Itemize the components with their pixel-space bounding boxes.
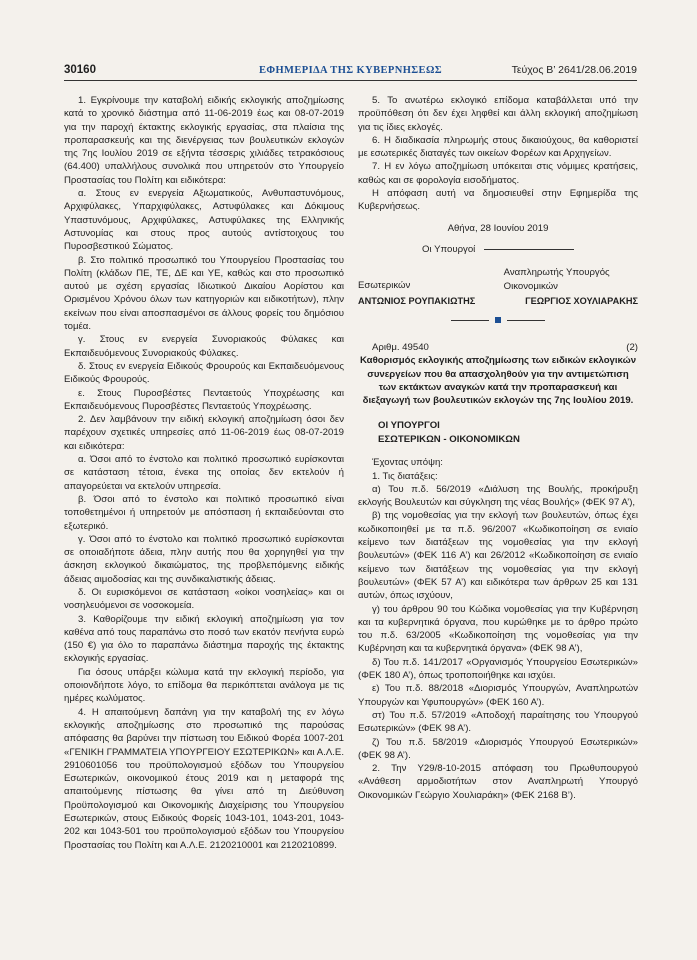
signatory-roles: [358, 266, 638, 293]
provision-item: γ) του άρθρου 90 του Κώδικα νομοθεσίας για την Κυβέρνηση και τα κυβερνητικά όργανα, που κυρώθηκε με το άρθρο πρώτο του π.δ. 63/2005 «Κωδικοποίηση της νομοθεσίας για την Κυβέρνηση και τα κυβερνητικά όργανα» (ΦΕΚ 98 Α’),: [358, 603, 638, 655]
paragraph: ε. Στους Πυροσβέστες Πενταετούς Υποχρέωσης και Εκπαιδευόμενους Πυροσβέστες Πενταετούς Υποχρέωσης.: [64, 387, 344, 412]
provision-item: 2. Την Υ29/8-10-2015 απόφαση του Πρωθυπουργού «Ανάθεση αρμοδιοτήτων στον Αναπληρωτή Υπουργό Οικονομικών Γεώργιο Χουλιαράκη» (ΦΕΚ 2168 Β’).: [358, 763, 638, 801]
signatory-names: [358, 295, 638, 308]
divider-square-icon: [495, 317, 501, 323]
paragraph: 5. Το ανωτέρω εκλογικό επίδομα καταβάλλεται υπό την προϋπόθεση ότι δεν έχει ληφθεί και άλλη εκλογική αποζημίωση για τις ίδιες εκλογές.: [358, 95, 638, 133]
right-column: [358, 94, 638, 802]
paragraph: δ. Οι ευρισκόμενοι σε κατάσταση «οίκοι νοσηλείας» και οι νοσηλευόμενοι σε νοσοκομεία.: [64, 586, 344, 612]
signatory-right-role: Αναπληρωτής Υπουργός Οικονομικών: [503, 267, 610, 292]
paragraph: β. Όσοι από το ένστολο και πολιτικό προσωπικό είναι τοποθετημένοι ή υπηρετούν με απόσπαση ή εκπαιδεύονται στο εξωτερικό.: [64, 493, 344, 532]
paragraph: α. Όσοι από το ένστολο και πολιτικό προσωπικό ευρίσκονται σε κατάσταση τέτοια, ένεκα της οποίας δεν εκτελούν ή απαγορεύεται να εκτελούν υπηρεσία.: [64, 454, 344, 492]
provision-item: β) της νομοθεσίας για την εκλογή των βουλευτών, όπως έχει κωδικοποιηθεί με τα π.δ. 96/2007 «Κωδικοποίηση σε ενιαίο κείμενο των διατάξεων της νομοθεσίας για την εκλογή βουλευτών» (ΦΕΚ 116 Α’) και 26/2012 «Κωδικοποίηση σε ενιαίο κείμενο των διατάξεων της νομοθεσίας για την εκλογή βουλευτών» (ΦΕΚ 57 Α’) και ειδικότερα των άρθρων 25 και 131 αυτών, όπως ισχύουν,: [358, 510, 638, 602]
paragraph: 7. Η εν λόγω αποζημίωση υπόκειται στις νόμιμες κρατήσεις, καθώς και σε φορολογία εισοδήματος.: [358, 161, 638, 186]
decision-number-row: [358, 341, 638, 354]
ministers-block-line2: ΕΣΩΤΕΡΙΚΩΝ - ΟΙΚΟΝΟΜΙΚΩΝ: [378, 433, 520, 445]
decision-number: Αριθμ. 49540: [372, 342, 429, 354]
provision-item: ζ) Του π.δ. 58/2019 «Διορισμός Υπουργού Εσωτερικών» (ΦΕΚ 98 Α’).: [358, 736, 638, 761]
divider-line: [507, 320, 545, 321]
provision-item: ε) Του π.δ. 88/2018 «Διορισμός Υπουργών, Αναπληρωτών Υπουργών και Υφυπουργών» (ΦΕΚ 160 Α’).: [358, 683, 638, 708]
paragraph: δ. Στους εν ενεργεία Ειδικούς Φρουρούς και Εκπαιδευόμενους Ειδικούς Φρουρούς.: [64, 360, 344, 386]
left-column: [64, 94, 344, 852]
paragraph: γ. Στους εν ενεργεία Συνοριακούς Φύλακες και Εκπαιδευόμενους Συνοριακούς Φύλακες.: [64, 334, 344, 359]
divider-line: [451, 320, 489, 321]
signatory-right-name: ΓΕΩΡΓΙΟΣ ΧΟΥΛΙΑΡΑΚΗΣ: [525, 295, 638, 306]
having-regard: Έχοντας υπόψη:: [372, 457, 443, 469]
paragraph: 6. Η διαδικασία πληρωμής στους δικαιούχους, θα καθοριστεί με εσωτερικές διαταγές των οικείων Φορέων και Αρχηγείων.: [358, 134, 638, 160]
signature-line: [484, 249, 574, 250]
signatory-left-name: ΑΝΤΩΝΙΟΣ ΡΟΥΠΑΚΙΩΤΗΣ: [358, 295, 476, 306]
decision-sequence: (2): [626, 342, 638, 354]
paragraph: β. Στο πολιτικό προσωπικό του Υπουργείου Προστασίας του Πολίτη (κλάδων ΠΕ, ΤΕ, ΔΕ και ΥΕ, καθώς και στο προσωπικό αυτού με σχέση εργασίας Ιδιωτικού Δικαίου Αορίστου και Ορισμένου Χρόνου όλων των κατηγοριών και ειδικοτήτων), πλην εκείνων που είναι αποσπασμένοι σε άλλους φορείς του δημόσιου τομέα.: [64, 254, 344, 333]
provision-item: στ) Του π.δ. 57/2019 «Αποδοχή παραίτησης του Υπουργού Εσωτερικών» (ΦΕΚ 98 Α’).: [358, 709, 638, 735]
paragraph: 1. Εγκρίνουμε την καταβολή ειδικής εκλογικής αποζημίωσης κατά το χρονικό διάστημα από 11-06-2019 έως και 08-07-2019 για την παροχή έκτακτης εκλογικής εργασίας, στα πλαίσια της προπαρασκευής και της διενέργειας των βουλευτικών εκλογών της 7ης Ιουλίου 2019 σε εξήντα τέσσερις χιλιάδες τετρακόσιους (64.400) υπαλλήλους συνολικά που υπηρετούν στο Υπουργείο Προστασίας του Πολίτη και ειδικότερα:: [64, 95, 344, 186]
provisions-intro: 1. Τις διατάξεις:: [372, 470, 438, 482]
paragraph: γ. Όσοι από το ένστολο και πολιτικό προσωπικό ευρίσκονται σε οποιαδήποτε άδεια, πλην αυτής που θα χορηγηθεί για την άσκηση εκλογικού δικαιώματος, της προβλεπόμενης ειδικής άδειας αιμοδοσίας και της συνδικαλιστικής άδειας.: [64, 533, 344, 585]
header-rule: [64, 80, 637, 81]
signing-date: Αθήνα, 28 Ιουνίου 2019: [447, 222, 549, 234]
ministers-block: [378, 419, 638, 446]
paragraph: 2. Δεν λαμβάνουν την ειδική εκλογική αποζημίωση όσοι δεν παρέχουν σχετικές υπηρεσίες από 11-06-2019 έως 08-07-2019 και ειδικότερα:: [64, 414, 344, 452]
section-divider: [358, 317, 638, 323]
gazette-title: ΕΦΗΜΕΡΙΔΑ ΤΗΣ ΚΥΒΕΡΝΗΣΕΩΣ: [258, 64, 443, 76]
provision-item: δ) Του π.δ. 141/2017 «Οργανισμός Υπουργείου Εσωτερικών» (ΦΕΚ 180 Α’), όπως τροποποιήθηκε και ισχύει.: [358, 656, 638, 682]
signatory-left-role: Εσωτερικών: [358, 280, 411, 292]
page-number: 30160: [64, 64, 96, 76]
ministers-heading: Οι Υπουργοί: [422, 243, 476, 255]
provision-item: α) Του π.δ. 56/2019 «Διάλυση της Βουλής, προκήρυξη εκλογής Βουλευτών και σύγκληση της νέας Βουλής» (ΦΕΚ 97 Α’),: [358, 483, 638, 509]
paragraph: Για όσους υπάρξει κώλυμα κατά την εκλογική περίοδο, για οποιονδήποτε λόγο, το επίδομα θα περικόπτεται ανάλογα με τις ημέρες κωλύματος.: [64, 666, 344, 705]
paragraph: Η απόφαση αυτή να δημοσιευθεί στην Εφημερίδα της Κυβερνήσεως.: [358, 188, 638, 213]
ministers-heading-row: [358, 243, 638, 256]
decision-title: Καθορισμός εκλογικής αποζημίωσης των ειδικών εκλογικών συνεργείων που θα απασχοληθούν για την αντιμετώπιση των εκτάκτων αναγκών κατά την προπαρασκευή και διεξαγωγή των βουλευτικών εκλογών της 7ης Ιουλίου 2019.: [359, 355, 637, 407]
ministers-block-line1: ΟΙ ΥΠΟΥΡΓΟΙ: [378, 420, 440, 432]
issue-reference: Τεύχος Β’ 2641/28.06.2019: [511, 64, 637, 76]
paragraph: 3. Καθορίζουμε την ειδική εκλογική αποζημίωση για τον καθένα από τους παραπάνω στο ποσό των εκατόν πενήντα ευρώ (150 €) για όλο το παραπάνω διάστημα παροχής της έκτακτης εκλογικής εργασίας.: [64, 613, 344, 665]
page-header: [64, 62, 637, 78]
paragraph: 4. Η απαιτούμενη δαπάνη για την καταβολή της εν λόγω εκλογικής αποζημίωσης στο προσωπικό της παρούσας απόφασης θα βαρύνει την πίστωση του Ειδικού Φορέα 1007-201 «ΓΕΝΙΚΗ ΓΡΑΜΜΑΤΕΙΑ ΥΠΟΥΡΓΕΙΟΥ ΕΣΩΤΕΡΙΚΩΝ» και Α.Λ.Ε. 2910601056 του προϋπολογισμού εξόδων του Υπουργείου Εσωτερικών, οικονομικού έτους 2019 και η μεταφορά της απαιτούμενης πίστωσης θα γίνει από τη Διεύθυνση Προϋπολογισμού και Οικονομικής Διαχείρισης του Υπουργείου Εσωτερικών, στους Ειδικούς Φορείς 1043-101, 1043-201, 1043-202 και 1043-501 του προϋπολογισμού εξόδων του Υπουργείου Προστασίας του Πολίτη και Α.Λ.Ε. 2120210001 και 2120210899.: [64, 706, 344, 851]
paragraph: α. Στους εν ενεργεία Αξιωματικούς, Ανθυπαστυνόμους, Αρχιφύλακες, Υπαρχιφύλακες, Αστυφύλακες και Δόκιμους Υπαστυνόμους, Αρχιφύλακες, Αστυφύλακες της Ελληνικής Αστυνομίας και στους προς αυτούς αντίστοιχους του Πυροσβεστικού Σώματος.: [64, 188, 344, 253]
